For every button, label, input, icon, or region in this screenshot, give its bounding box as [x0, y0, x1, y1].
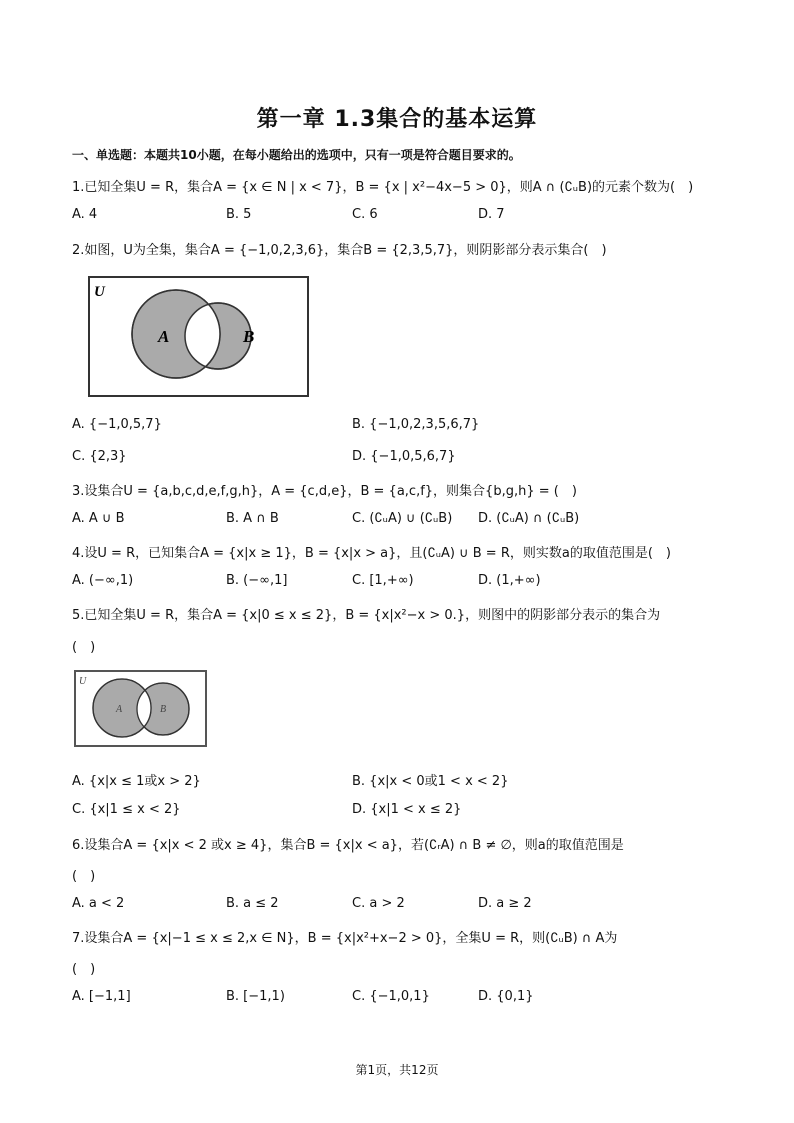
question-4-stem: 4.设U = R，已知集合A = {x|x ≥ 1}，B = {x|x > a}，且(∁ᵤA) ∪ B = R，则实数a的取值范围是( ) — [72, 546, 671, 561]
page-footer: 第1页，共12页 — [355, 1063, 439, 1077]
q5-label-u: U — [79, 676, 87, 687]
question-5-paren: ( ) — [72, 640, 96, 655]
q3-option-c: C. (∁ᵤA) ∪ (∁ᵤB) — [352, 511, 453, 526]
q2-label-u: U — [94, 284, 105, 300]
q2-venn-diagram — [88, 276, 310, 398]
q7-option-b: B. [−1,1) — [226, 989, 285, 1004]
q2-option-b: B. {−1,0,2,3,5,6,7} — [352, 417, 480, 432]
q5-label-a: A — [116, 704, 123, 715]
q4-option-d: D. (1,+∞) — [478, 573, 541, 588]
q3-option-b: B. A ∩ B — [226, 511, 279, 526]
q6-option-a: A. a < 2 — [72, 896, 125, 911]
question-3-stem: 3.设集合U = {a,b,c,d,e,f,g,h}，A = {c,d,e}，B = {a,c,f}，则集合{b,g,h} = ( ) — [72, 484, 577, 499]
q3-option-d: D. (∁ᵤA) ∩ (∁ᵤB) — [478, 511, 580, 526]
question-1-stem: 1.已知全集U = R，集合A = {x ∈ N | x < 7}，B = {x | x²−4x−5 > 0}，则A ∩ (∁ᵤB)的元素个数为( ) — [72, 180, 694, 195]
q2-option-d: D. {−1,0,5,6,7} — [352, 449, 456, 464]
q2-label-a: A — [158, 327, 170, 346]
q6-option-c: C. a > 2 — [352, 896, 405, 911]
q5-option-d: D. {x|1 < x ≤ 2} — [352, 802, 462, 817]
question-6-paren: ( ) — [72, 869, 96, 884]
q1-option-d: D. 7 — [478, 207, 505, 222]
q1-option-b: B. 5 — [226, 207, 252, 222]
q6-option-d: D. a ≥ 2 — [478, 896, 532, 911]
q1-option-a: A. 4 — [72, 207, 98, 222]
question-6-stem: 6.设集合A = {x|x < 2 或x ≥ 4}，集合B = {x|x < a}，若(∁ᵣA) ∩ B ≠ ∅，则a的取值范围是 — [72, 838, 624, 853]
q2-option-a: A. {−1,0,5,7} — [72, 417, 162, 432]
q5-option-b: B. {x|x < 0或1 < x < 2} — [352, 774, 509, 789]
q5-option-c: C. {x|1 ≤ x < 2} — [72, 802, 181, 817]
q5-venn-diagram — [74, 670, 208, 748]
q7-option-a: A. [−1,1] — [72, 989, 131, 1004]
page-title: 第一章 1.3集合的基本运算 — [256, 107, 538, 132]
question-5-stem: 5.已知全集U = R，集合A = {x|0 ≤ x ≤ 2}，B = {x|x²−x > 0.}，则图中的阴影部分表示的集合为 — [72, 608, 661, 623]
q4-option-a: A. (−∞,1) — [72, 573, 134, 588]
q2-option-c: C. {2,3} — [72, 449, 127, 464]
q4-option-b: B. (−∞,1] — [226, 573, 288, 588]
question-2-stem: 2.如图，U为全集，集合A = {−1,0,2,3,6}，集合B = {2,3,5,7}，则阴影部分表示集合( ) — [72, 243, 607, 258]
q3-option-a: A. A ∪ B — [72, 511, 125, 526]
q2-label-b: B — [243, 327, 255, 346]
q4-option-c: C. [1,+∞) — [352, 573, 414, 588]
question-7-paren: ( ) — [72, 962, 96, 977]
q5-option-a: A. {x|x ≤ 1或x > 2} — [72, 774, 201, 789]
question-7-stem: 7.设集合A = {x|−1 ≤ x ≤ 2,x ∈ N}，B = {x|x²+x−2 > 0}，全集U = R，则(∁ᵤB) ∩ A为 — [72, 931, 618, 946]
q7-option-c: C. {−1,0,1} — [352, 989, 430, 1004]
q5-label-b: B — [160, 704, 167, 715]
q7-option-d: D. {0,1} — [478, 989, 534, 1004]
q6-option-b: B. a ≤ 2 — [226, 896, 279, 911]
q1-option-c: C. 6 — [352, 207, 378, 222]
section-heading: 一、单选题：本题共10小题，在每小题给出的选项中，只有一项是符合题目要求的。 — [72, 148, 521, 162]
